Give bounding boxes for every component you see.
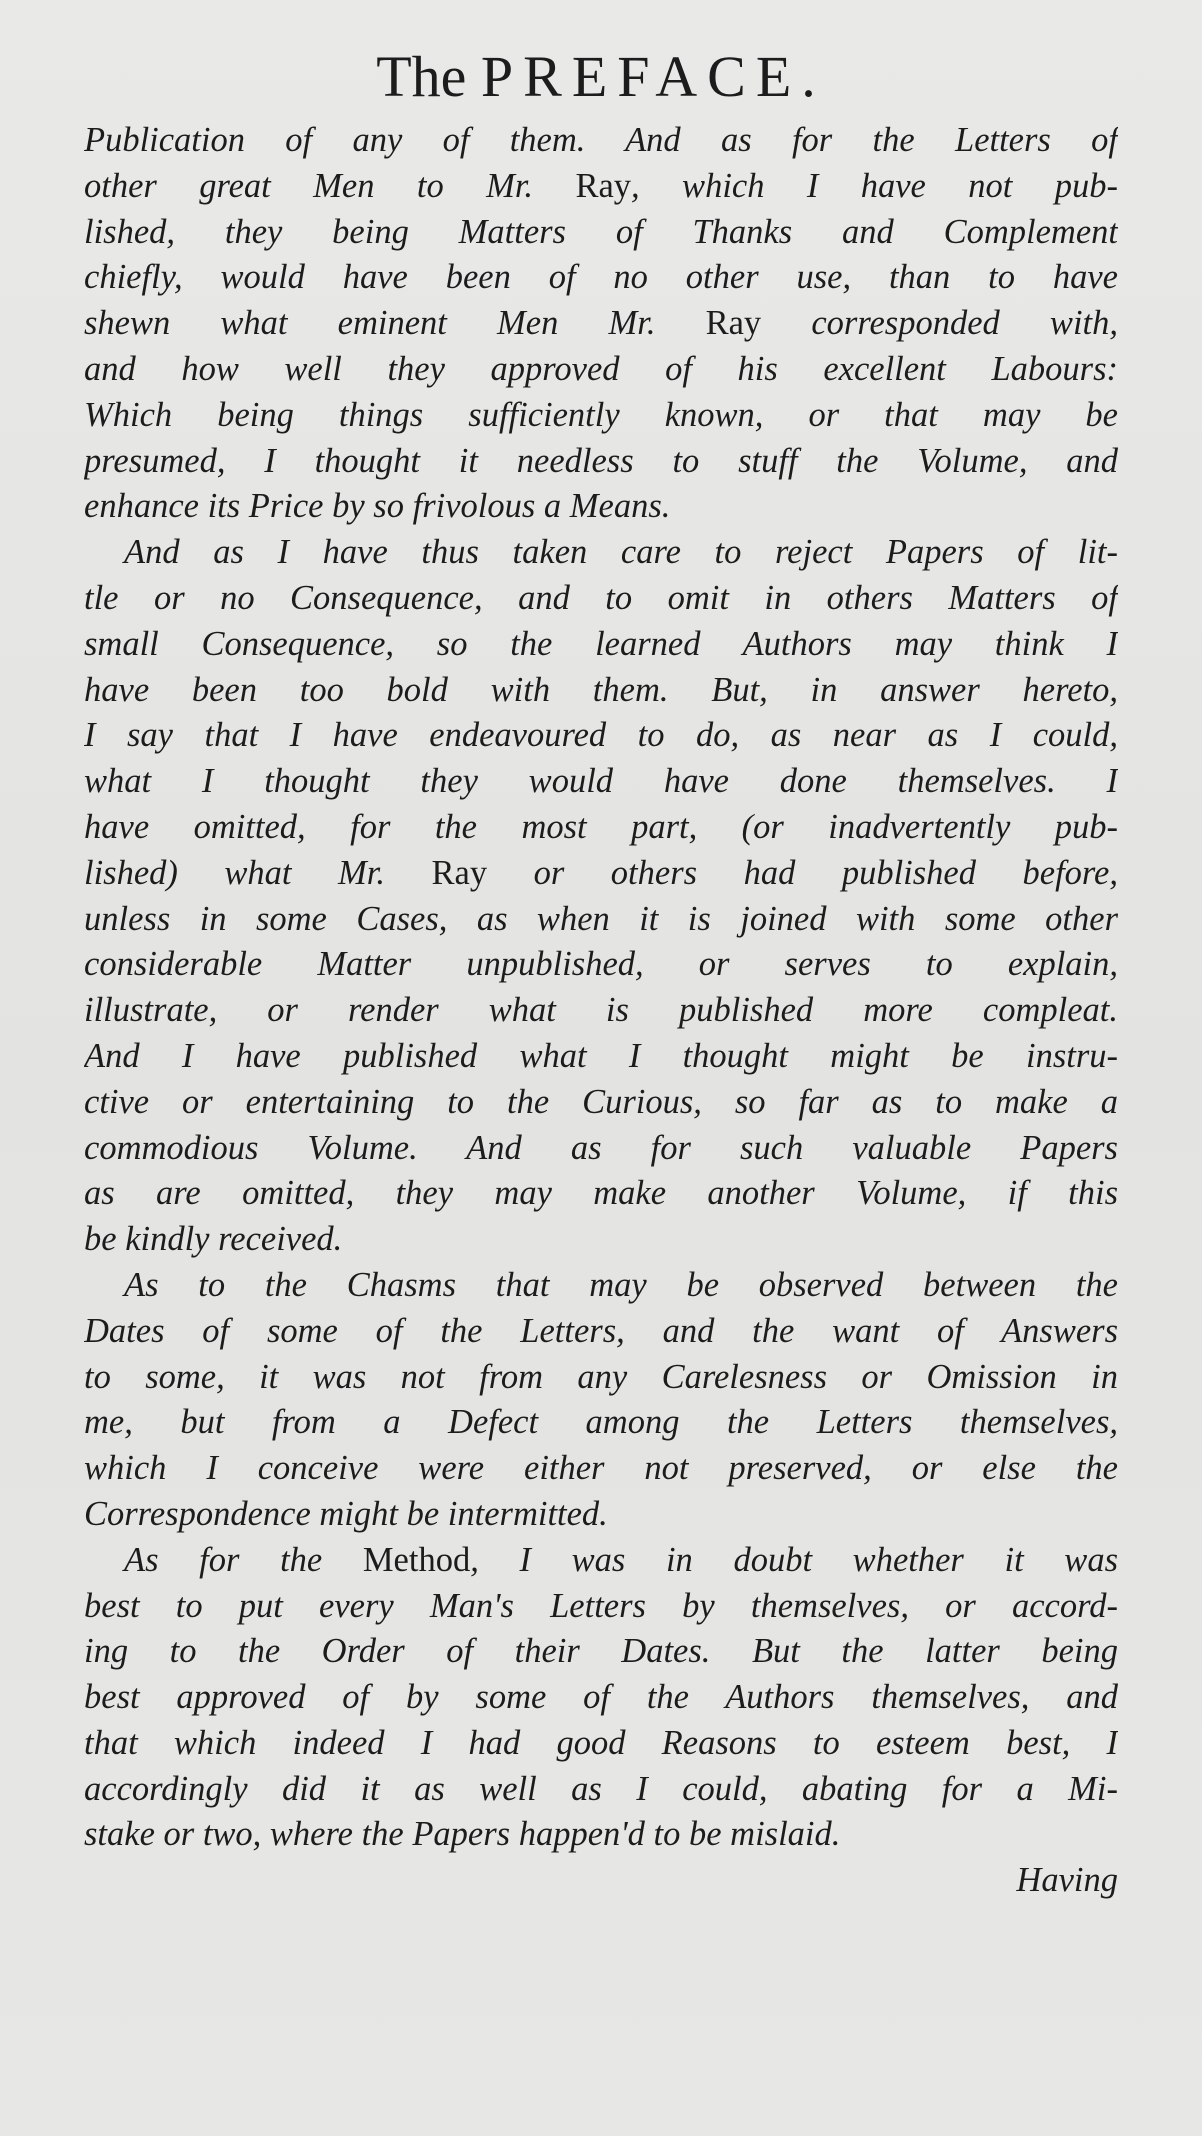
text-line: Which being things sufficiently known, or that may be [84, 395, 1118, 434]
text-line: me, but from a Defect among the Letters themselves, [84, 1403, 1118, 1442]
text-line: small Consequence, so the learned Authors may think I [84, 624, 1118, 663]
preface-text [84, 118, 1118, 1904]
text-line: presumed, I thought it needless to stuff the Volume, and [84, 441, 1118, 480]
text-line: enhance its Price by so frivolous a Means. [84, 487, 671, 526]
text-line: have omitted, for the most part, (or inadvertently pub- [84, 807, 1118, 846]
text-line: as are omitted, they may make another Volume, if this [84, 1174, 1118, 1213]
text-line: And I have published what I thought might be instru- [84, 1036, 1118, 1075]
text-line: other great Men to Mr. Ray, which I have not pub- [84, 166, 1118, 205]
text-line: what I thought they would have done themselves. I [84, 762, 1118, 801]
text-line: have been too bold with them. But, in answer hereto, [84, 670, 1118, 709]
text-line: best to put every Man's Letters by themselves, or accord- [84, 1586, 1118, 1625]
paragraph-start-line: As to the Chasms that may be observed between the [124, 1265, 1118, 1304]
text-line: Correspondence might be intermitted. [84, 1494, 608, 1533]
paragraph-start-line: And as I have thus taken care to reject Papers of lit- [124, 533, 1118, 572]
catchword: Having [1016, 1861, 1118, 1900]
paragraph-start-line: As for the Method, I was in doubt whether it was [124, 1540, 1118, 1579]
text-line: ctive or entertaining to the Curious, so far as to make a [84, 1082, 1118, 1121]
text-line: to some, it was not from any Carelesness or Omission in [84, 1357, 1118, 1396]
text-line: tle or no Consequence, and to omit in others Matters of [84, 578, 1118, 617]
text-line: Publication of any of them. And as for the Letters of [84, 121, 1118, 159]
text-line: lished, they being Matters of Thanks and Complement [84, 212, 1118, 251]
text-line: best approved of by some of the Authors themselves, and [84, 1678, 1118, 1717]
text-line: considerable Matter unpublished, or serves to explain, [84, 945, 1118, 984]
text-line: I say that I have endeavoured to do, as near as I could, [84, 716, 1118, 755]
text-line: accordingly did it as well as I could, abating for a Mi- [84, 1769, 1118, 1808]
text-line: ing to the Order of their Dates. But the latter being [84, 1632, 1118, 1671]
text-line: stake or two, where the Papers happen'd to be mislaid. [84, 1815, 841, 1854]
text-line: illustrate, or render what is published more compleat. [84, 991, 1118, 1030]
title-word: The [376, 44, 467, 109]
text-line: Dates of some of the Letters, and the want of Answers [84, 1311, 1118, 1350]
page-title [0, 42, 1202, 112]
text-line: unless in some Cases, as when it is joined with some other [84, 899, 1118, 938]
text-line: commodious Volume. And as for such valuable Papers [84, 1128, 1118, 1167]
text-line: and how well they approved of his excellent Labours: [84, 349, 1118, 388]
text-line: lished) what Mr. Ray or others had published before, [84, 853, 1118, 892]
text-line: chiefly, would have been of no other use, than to have [84, 258, 1118, 297]
text-line: shewn what eminent Men Mr. Ray corresponded with, [84, 304, 1118, 343]
text-line: which I conceive were either not preserved, or else the [84, 1449, 1118, 1488]
text-line: be kindly received. [84, 1220, 343, 1259]
text-line: that which indeed I had good Reasons to esteem best, I [84, 1723, 1118, 1762]
title-caps: PREFACE. [480, 44, 826, 109]
